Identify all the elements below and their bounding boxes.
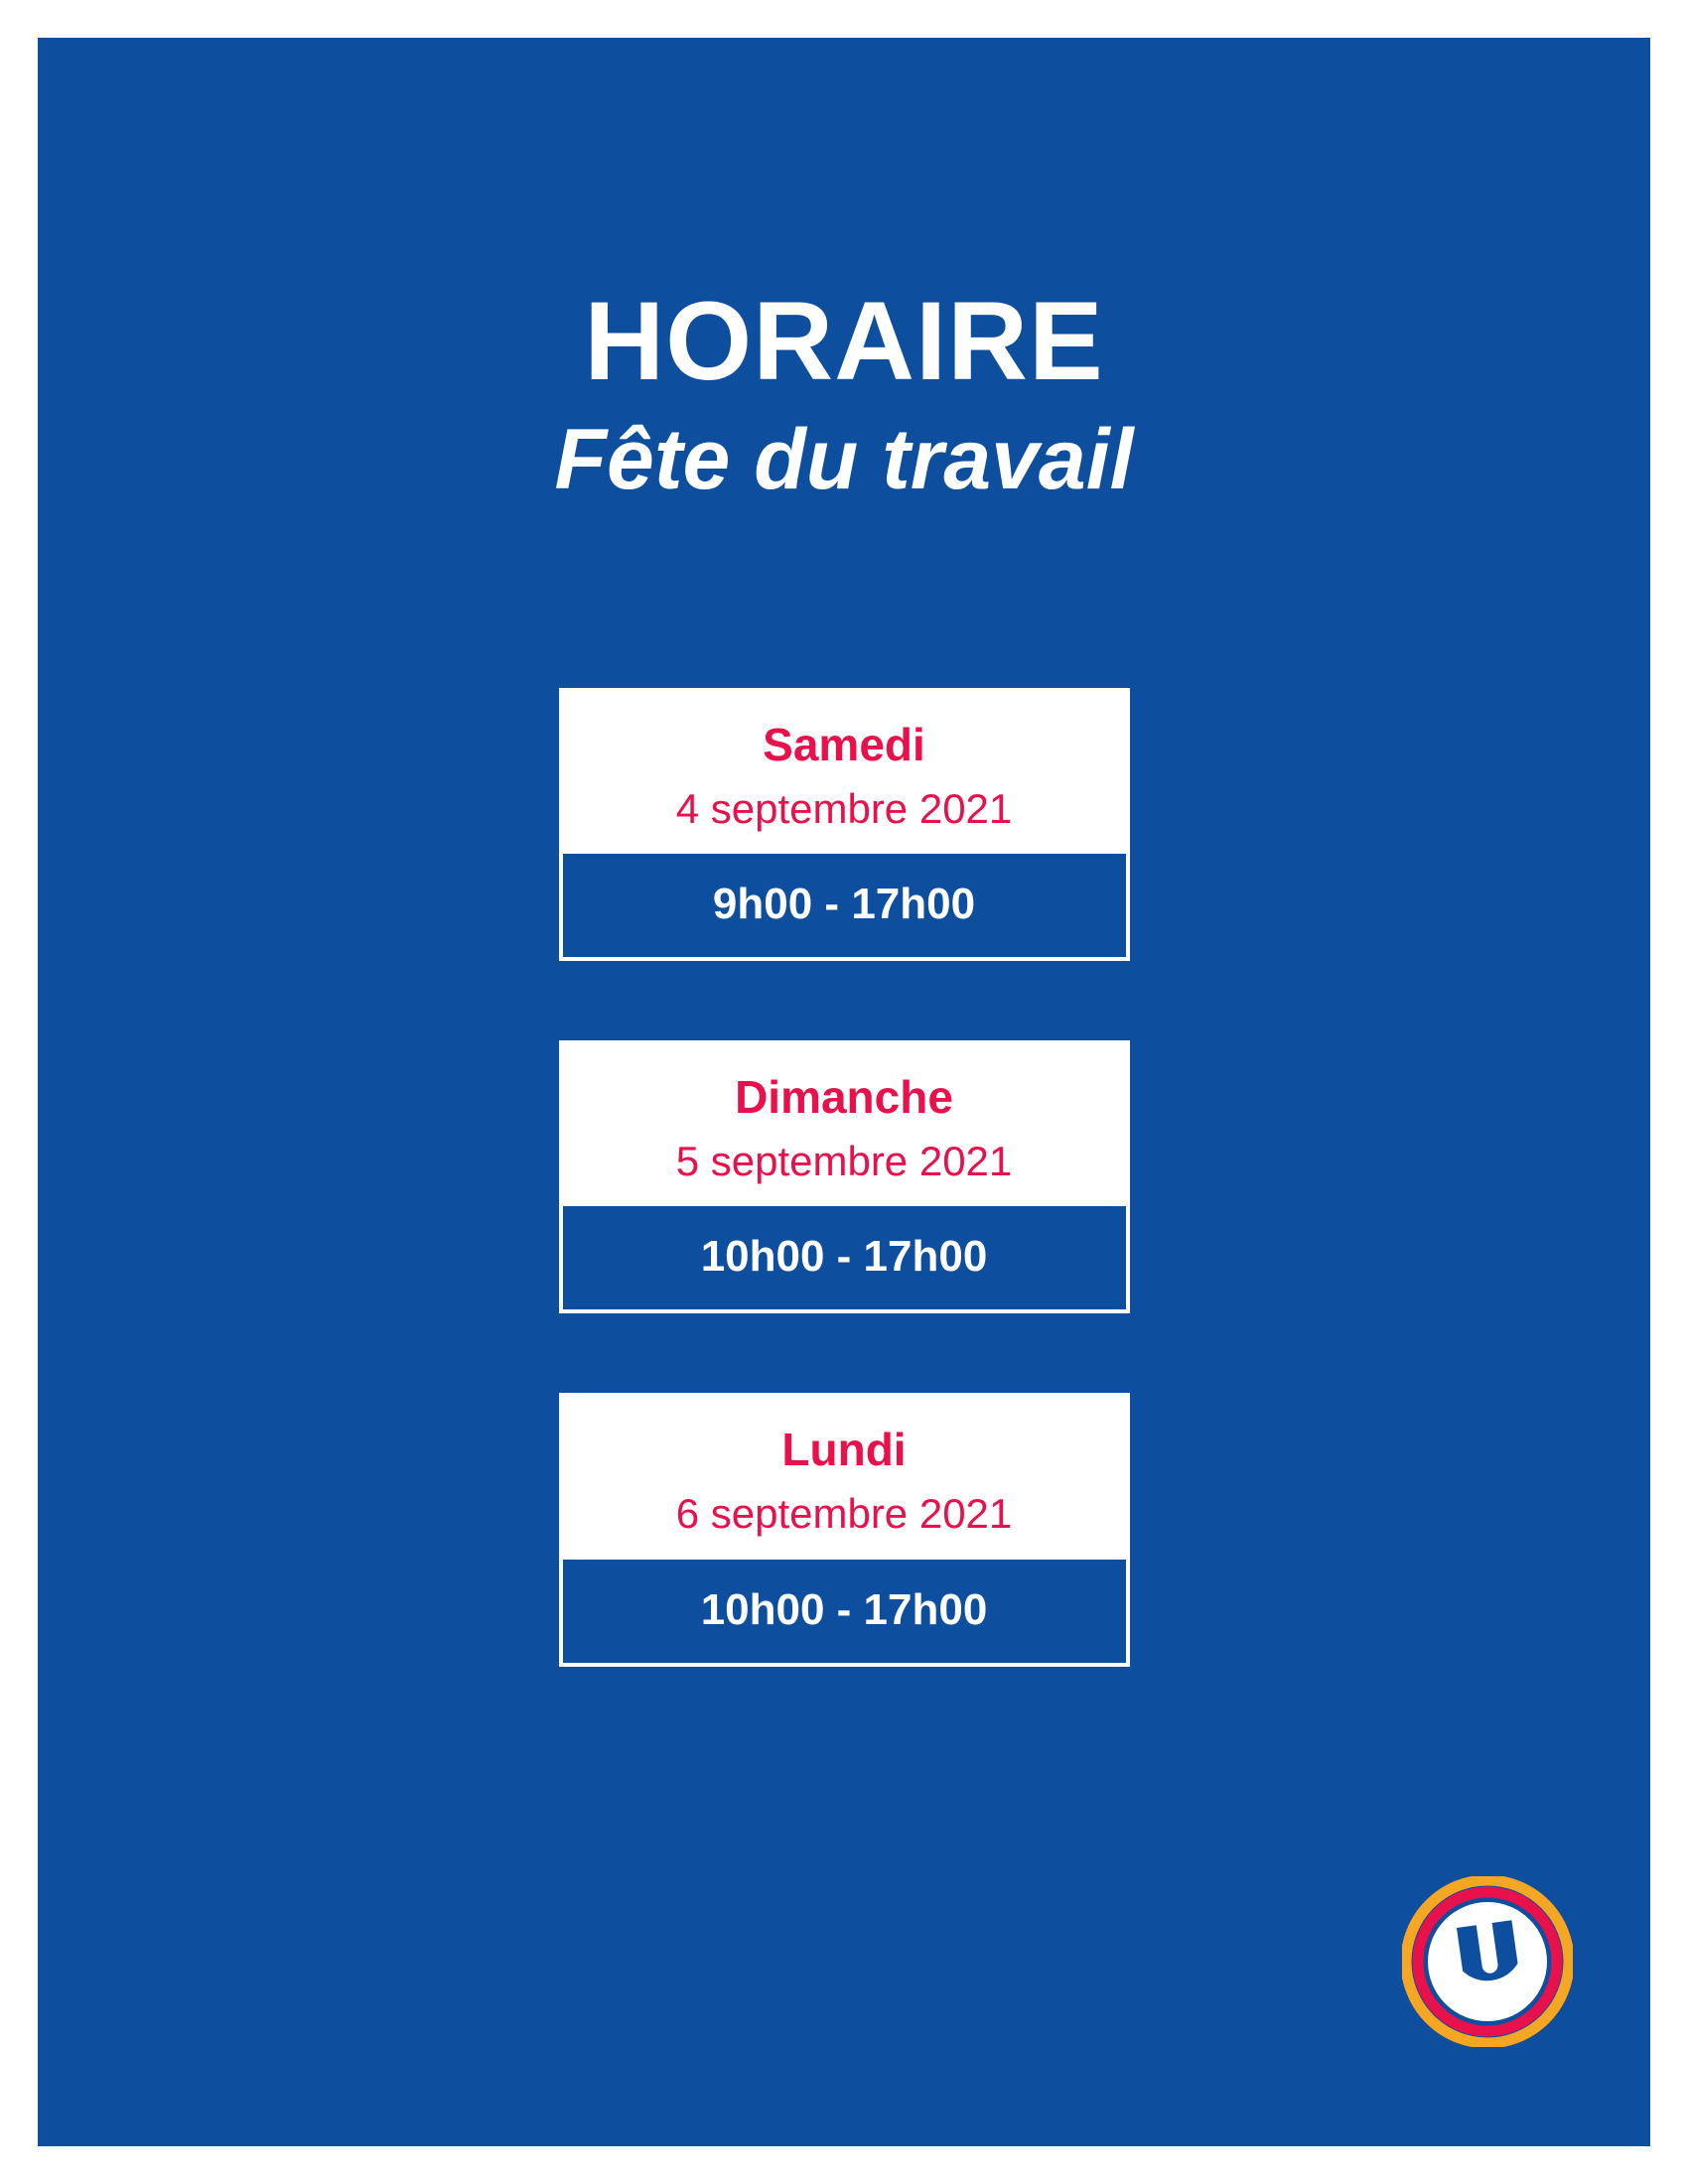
page-subtitle: Fête du travail — [554, 412, 1134, 507]
schedule-day: Lundi — [781, 1424, 907, 1476]
schedule-date: 6 septembre 2021 — [675, 1489, 1013, 1537]
page-title: HORAIRE — [584, 279, 1104, 403]
schedule-hours: 10h00 - 17h00 — [559, 1556, 1130, 1667]
schedule-card-header — [559, 688, 1130, 850]
schedule-list — [38, 688, 1650, 1746]
schedule-day: Dimanche — [735, 1071, 953, 1124]
schedule-hours: 9h00 - 17h00 — [559, 850, 1130, 961]
schedule-card-header — [559, 1040, 1130, 1202]
schedule-hours: 10h00 - 17h00 — [559, 1202, 1130, 1313]
schedule-date: 5 septembre 2021 — [675, 1137, 1013, 1184]
schedule-date: 4 septembre 2021 — [675, 784, 1013, 832]
schedule-card — [559, 1040, 1130, 1313]
schedule-day: Samedi — [763, 719, 925, 770]
schedule-card — [559, 688, 1130, 961]
poster — [38, 38, 1650, 2146]
schedule-card — [559, 1393, 1130, 1666]
schedule-card-header — [559, 1393, 1130, 1555]
poster-header — [38, 279, 1650, 507]
u-logo — [1402, 1876, 1573, 2047]
